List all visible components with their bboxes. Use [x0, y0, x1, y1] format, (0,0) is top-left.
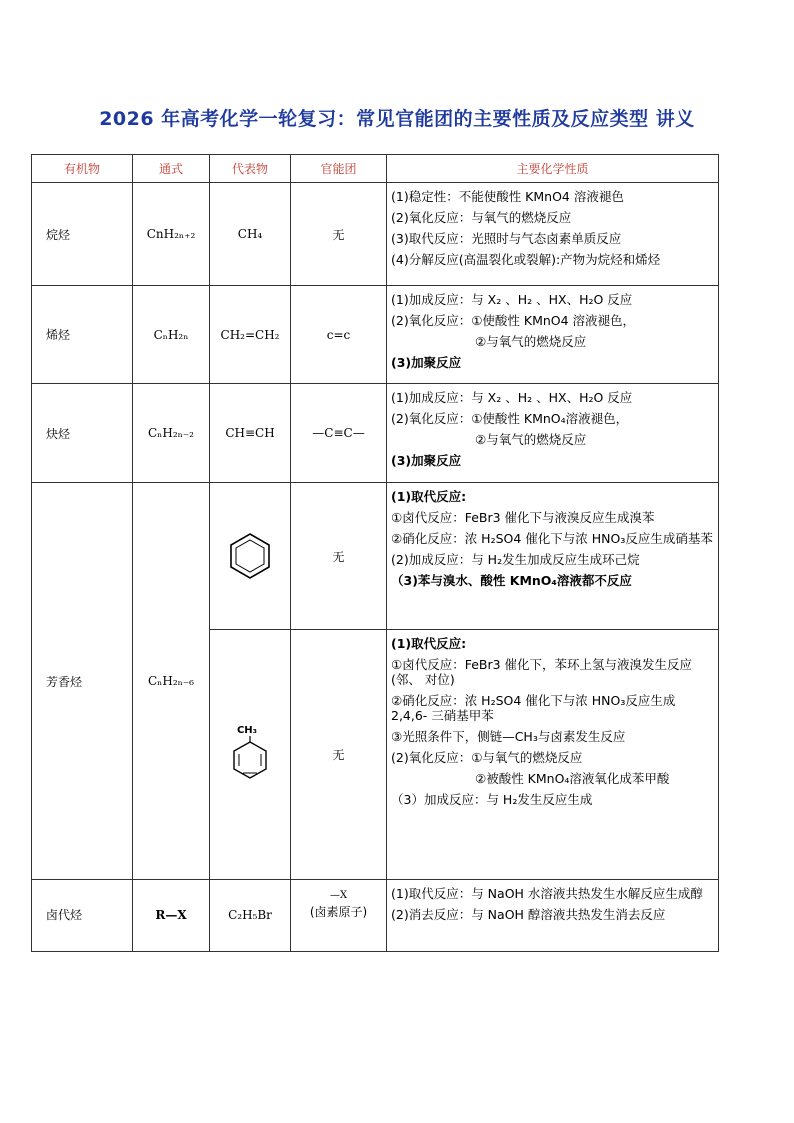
class-name: 炔烃 — [32, 384, 133, 483]
property-line: (2)氧化反应：①使酸性 KMnO4 溶液褪色， — [391, 313, 636, 328]
property-line: (2)消去反应：与 NaOH 醇溶液共热发生消去反应 — [391, 907, 666, 922]
general-formula: R—X — [133, 880, 210, 952]
properties — [387, 630, 719, 880]
properties — [387, 384, 719, 483]
functional-group-symbol: —X — [329, 890, 348, 901]
functional-group: c=c — [291, 286, 387, 384]
property-line: (3)取代反应：光照时与气态卤素单质反应 — [391, 231, 622, 246]
general-formula: CₙH₂ₙ₋₆ — [133, 483, 210, 880]
methyl-label: CH₃ — [236, 725, 258, 736]
property-line: ②与氧气的燃烧反应 — [475, 334, 587, 349]
property-line: (3)加聚反应 — [391, 453, 462, 468]
representative: CH≡CH — [210, 384, 291, 483]
representative — [210, 630, 291, 880]
property-line: (4)分解反应(高温裂化或裂解):产物为烷烃和烯烃 — [391, 252, 661, 267]
table-row — [32, 286, 719, 384]
functional-group: 无 — [291, 183, 387, 286]
property-line: (2)氧化反应：①使酸性 KMnO₄溶液褪色， — [391, 411, 629, 426]
property-line: (2)氧化反应：①与氧气的燃烧反应 — [391, 750, 583, 765]
functional-group: 无 — [291, 483, 387, 630]
header-functional-group: 官能团 — [291, 155, 387, 183]
functional-group: 无 — [291, 630, 387, 880]
representative: CH₂=CH₂ — [210, 286, 291, 384]
general-formula: CnH₂ₙ₊₂ — [133, 183, 210, 286]
property-line: (3)加聚反应 — [391, 355, 462, 370]
class-name: 卤代烃 — [32, 880, 133, 952]
property-line: (1)取代反应：与 NaOH 水溶液共热发生水解反应生成醇 — [391, 886, 703, 901]
page-title: 2026 年高考化学一轮复习：常见官能团的主要性质及反应类型 讲义 — [99, 108, 695, 130]
property-line: (1)取代反应: — [391, 636, 467, 651]
representative — [210, 483, 291, 630]
class-name: 芳香烃 — [32, 483, 133, 880]
property-line: (1)稳定性：不能使酸性 KMnO4 溶液褪色 — [391, 189, 624, 204]
property-line: （3)苯与溴水、酸性 KMnO₄溶液都不反应 — [391, 573, 632, 588]
representative: C₂H₅Br — [210, 880, 291, 952]
property-line: (1)取代反应: — [391, 489, 467, 504]
table-row — [32, 384, 719, 483]
header-organic: 有机物 — [32, 155, 133, 183]
property-line: ②硝化反应：浓 H₂SO4 催化下与浓 HNO₃反应生成硝基苯 — [391, 531, 713, 546]
property-line: ②与氧气的燃烧反应 — [475, 432, 587, 447]
table-row — [32, 183, 719, 286]
header-formula: 通式 — [133, 155, 210, 183]
general-formula: CₙH₂ₙ — [133, 286, 210, 384]
properties — [387, 183, 719, 286]
functional-group-note: (卤素原子) — [309, 905, 368, 919]
functional-group: —C≡C— — [291, 384, 387, 483]
table-row — [32, 483, 719, 630]
header-representative: 代表物 — [210, 155, 291, 183]
header-properties: 主要化学性质 — [387, 155, 719, 183]
representative: CH₄ — [210, 183, 291, 286]
toluene-ring-icon — [230, 736, 270, 784]
property-line: ②被酸性 KMnO₄溶液氧化成苯甲酸 — [475, 771, 670, 786]
general-formula: CₙH₂ₙ₋₂ — [133, 384, 210, 483]
benzene-ring-icon — [226, 530, 274, 582]
property-line: (1)加成反应：与 X₂ 、H₂ 、HX、H₂O 反应 — [391, 390, 633, 405]
property-line: （3）加成反应：与 H₂发生反应生成 — [391, 792, 593, 807]
functional-group-table — [31, 154, 719, 952]
properties — [387, 286, 719, 384]
properties — [387, 483, 719, 630]
property-line: (1)加成反应：与 X₂ 、H₂ 、HX、H₂O 反应 — [391, 292, 633, 307]
properties — [387, 880, 719, 952]
class-name: 烷烃 — [32, 183, 133, 286]
class-name: 烯烃 — [32, 286, 133, 384]
property-line: ②硝化反应：浓 H₂SO4 催化下与浓 HNO₃反应生成 2,4,6- 三硝基甲苯 — [391, 693, 676, 723]
header-row — [32, 155, 719, 183]
property-line: ①卤代反应：FeBr3 催化下，苯环上氢与液溴发生反应(邻、 对位) — [391, 657, 693, 687]
functional-group — [291, 880, 387, 952]
property-line: (2)加成反应：与 H₂发生加成反应生成环己烷 — [391, 552, 640, 567]
property-line: ③光照条件下，侧链—CH₃与卤素发生反应 — [391, 729, 626, 744]
table-row — [32, 880, 719, 952]
property-line: ①卤代反应：FeBr3 催化下与液溴反应生成溴苯 — [391, 510, 655, 525]
property-line: (2)氧化反应：与氧气的燃烧反应 — [391, 210, 572, 225]
